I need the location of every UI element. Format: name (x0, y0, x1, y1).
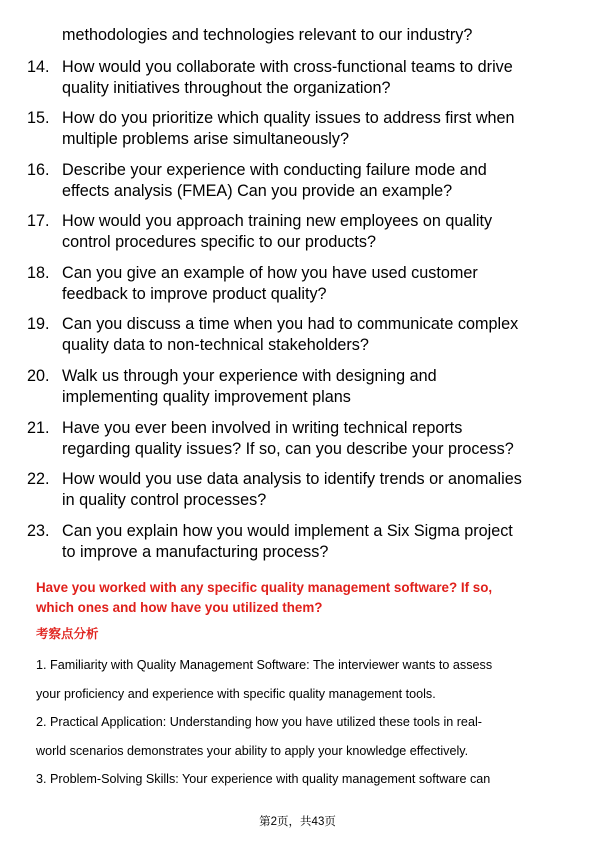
question-line-1: Walk us through your experience with designing and (62, 367, 437, 386)
section-heading-line-1: Have you worked with any specific quality management software? If so, (36, 580, 493, 595)
question-line-1: Can you explain how you would implement a Six Sigma project (62, 521, 513, 540)
question-item (27, 521, 567, 573)
question-number: 15. (27, 109, 50, 128)
question-number: 18. (27, 263, 50, 282)
analysis-line: your proficiency and experience with specific quality management tools. (36, 686, 436, 701)
question-line-2: effects analysis (FMEA) Can you provide an example? (62, 181, 453, 200)
question-line-2: quality initiatives throughout the organization? (62, 78, 391, 97)
question-number: 16. (27, 160, 50, 179)
analysis-line: world scenarios demonstrates your ability to apply your knowledge effectively. (36, 743, 469, 758)
question-item (27, 108, 567, 160)
question-item (27, 314, 567, 366)
question-line-1: Can you discuss a time when you had to communicate complex (62, 315, 519, 334)
question-number: 14. (27, 57, 50, 76)
analysis-line: 1. Familiarity with Quality Management Software: The interviewer wants to assess (36, 658, 493, 672)
question-line-1: How would you approach training new employees on quality (62, 212, 493, 231)
question-line-2: quality data to non-technical stakeholders? (62, 336, 369, 355)
question-number: 21. (27, 418, 50, 437)
analysis-body (36, 651, 566, 794)
question-line-2: in quality control processes? (62, 491, 267, 510)
question-line-2: feedback to improve product quality? (62, 284, 327, 303)
question-item (27, 211, 567, 263)
question-item (27, 160, 567, 212)
question-item (27, 469, 567, 521)
question-item (27, 263, 567, 315)
analysis-line: 2. Practical Application: Understanding how you have utilized these tools in real- (36, 715, 482, 730)
question-line-1: Can you give an example of how you have used customer (62, 263, 478, 282)
question-line-2: multiple problems arise simultaneously? (62, 130, 350, 149)
question-line-1: Have you ever been involved in writing technical reports (62, 418, 463, 437)
question-item (27, 418, 567, 470)
question-line-1: How would you use data analysis to identify trends or anomalies (62, 470, 522, 489)
section-heading (36, 578, 556, 617)
question-line-2: regarding quality issues? If so, can you describe your process? (62, 439, 514, 458)
question-line-1: How do you prioritize which quality issues to address first when (62, 109, 515, 128)
question-item (27, 57, 567, 109)
question-line-2: to improve a manufacturing process? (62, 542, 329, 561)
question-line-1: Describe your experience with conducting failure mode and (62, 160, 487, 179)
question-number: 23. (27, 521, 50, 540)
analysis-line: 3. Problem-Solving Skills: Your experience with quality management software can (36, 772, 491, 787)
section-heading-line-2: which ones and how have you utilized them? (36, 599, 323, 615)
question-number: 19. (27, 315, 50, 334)
question-line-2: implementing quality improvement plans (62, 388, 351, 407)
question-number: 17. (27, 212, 50, 231)
question-list (27, 57, 567, 573)
page-footer: 第2页，共43页 (259, 816, 336, 828)
question-number: 22. (27, 470, 50, 489)
question-continuation-text: methodologies and technologies relevant to our industry? (62, 26, 473, 44)
analysis-label: 考察点分析 (36, 627, 99, 641)
question-line-2: control procedures specific to our products? (62, 233, 377, 252)
question-number: 20. (27, 367, 50, 386)
question-line-1: How would you collaborate with cross-functional teams to drive (62, 57, 513, 76)
question-item (27, 366, 567, 418)
